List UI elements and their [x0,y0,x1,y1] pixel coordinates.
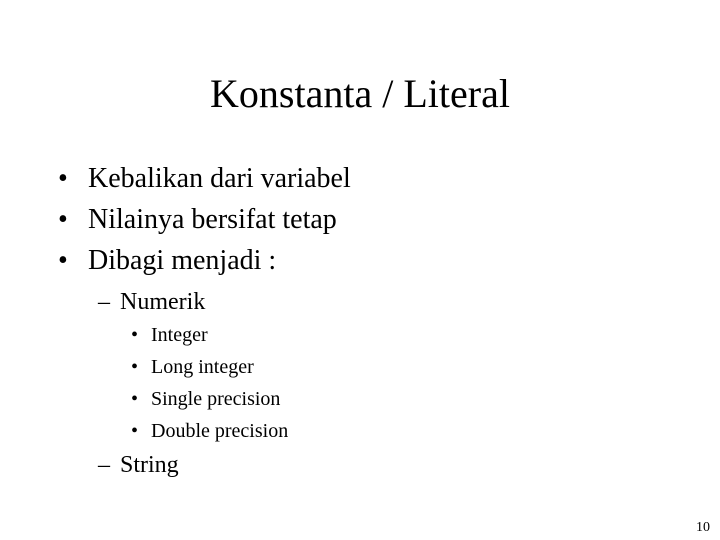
numeric-item [131,354,391,380]
bullet-item [58,203,458,237]
numeric-item-text: Integer [151,324,208,346]
page-number: 10 [696,520,710,535]
sub-item-text: String [120,452,179,478]
bullet-icon: • [131,324,139,346]
dash-icon: – [98,289,110,315]
numeric-item-text: Single precision [151,388,281,410]
bullet-text: Nilainya bersifat tetap [88,204,337,235]
bullet-item [58,162,458,196]
bullet-text: Kebalikan dari variabel [88,163,351,194]
numeric-item-text: Long integer [151,356,254,378]
sub-item-string [98,450,398,480]
bullet-icon: • [131,420,139,442]
numeric-item-text: Double precision [151,420,289,442]
numeric-item [131,322,391,348]
sub-item-numeric [98,287,398,317]
bullet-icon: • [131,356,139,378]
bullet-icon: • [58,245,68,276]
dash-icon: – [98,452,110,478]
bullet-text: Dibagi menjadi : [88,245,277,276]
numeric-item [131,386,391,412]
bullet-icon: • [58,204,68,235]
bullet-icon: • [131,388,139,410]
slide-title: Konstanta / Literal [210,71,510,116]
numeric-item [131,418,391,444]
bullet-item [58,244,458,278]
sub-item-text: Numerik [120,289,206,315]
bullet-icon: • [58,163,68,194]
